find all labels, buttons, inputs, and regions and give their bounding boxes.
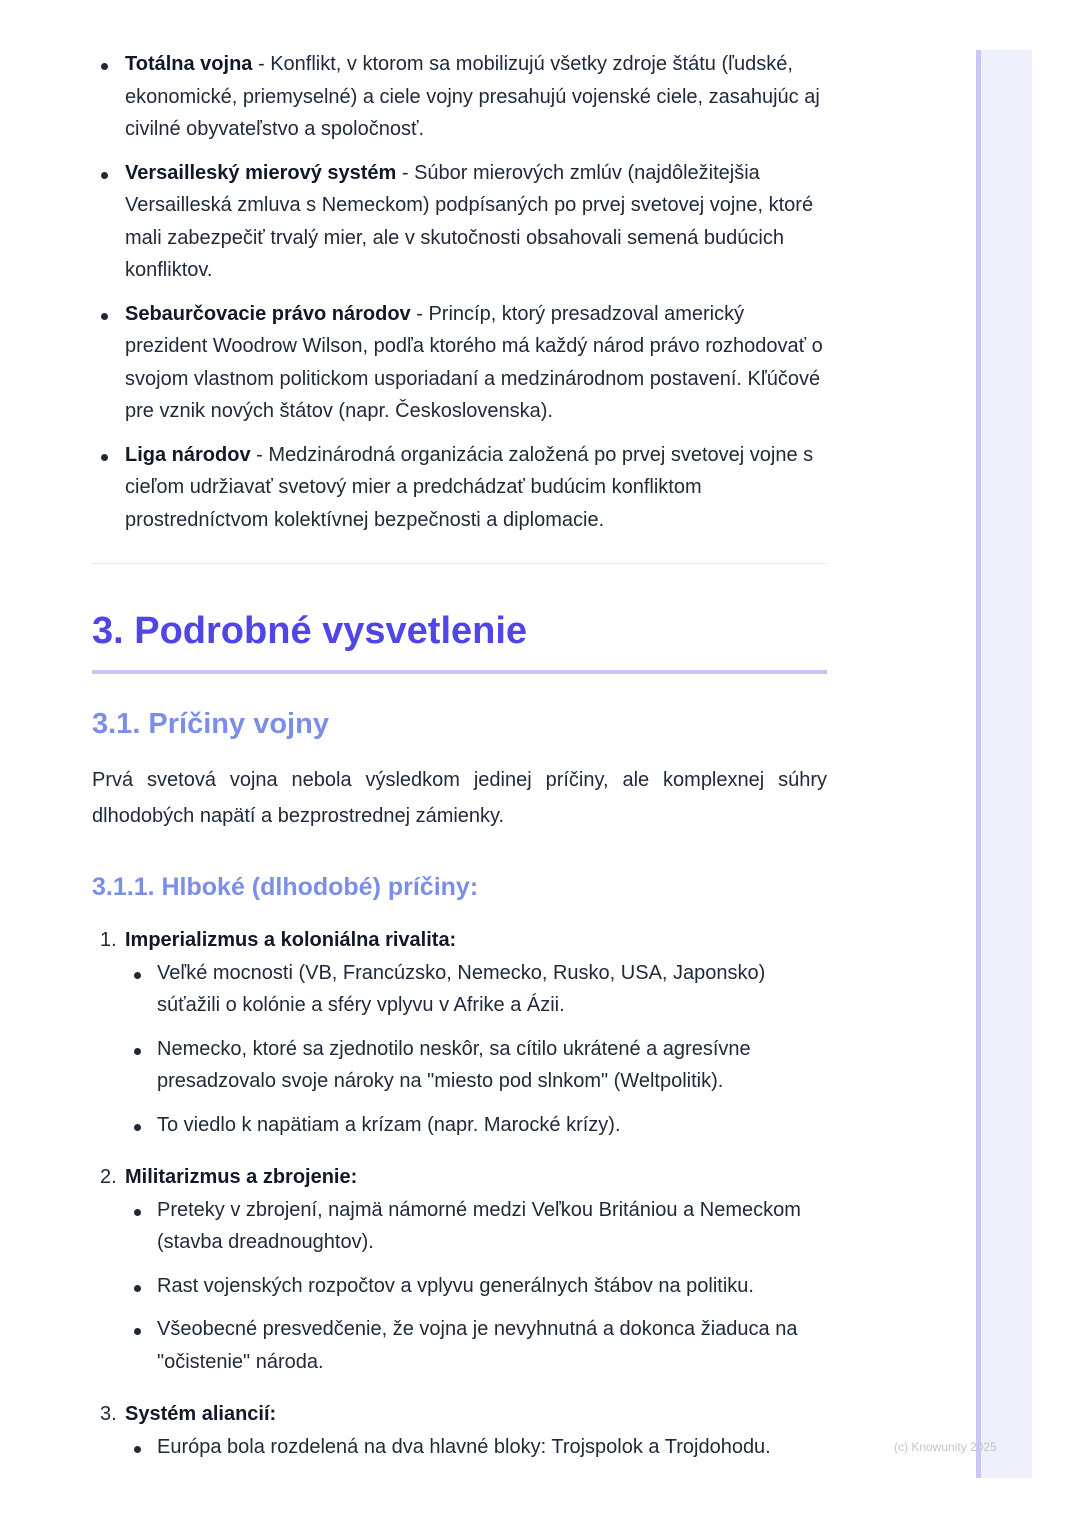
subsubsection-title: 3.1.1. Hlboké (dlhodobé) príčiny: bbox=[92, 873, 479, 901]
cause-number: 3. bbox=[100, 1403, 117, 1425]
term-list bbox=[92, 48, 827, 536]
cause-points bbox=[125, 1194, 827, 1379]
term-name: Totálna vojna bbox=[125, 53, 253, 75]
cause-item bbox=[92, 1161, 827, 1378]
cause-point: Preteky v zbrojení, najmä námorné medzi Veľkou Britániou a Nemeckom (stavba dreadnoughtov). bbox=[125, 1194, 827, 1259]
cause-point: Veľké mocnosti (VB, Francúzsko, Nemecko, Rusko, USA, Japonsko) súťažili o kolónie a sféry vplyvu v Afrike a Ázii. bbox=[125, 957, 827, 1022]
cause-points bbox=[125, 1431, 827, 1464]
term-name: Versailleský mierový systém bbox=[125, 161, 397, 184]
watermark: (c) Knowunity 2025 bbox=[894, 1440, 997, 1454]
cause-point: Nemecko, ktoré sa zjednotilo neskôr, sa cítilo ukrátené a agresívne presadzovalo svoje nároky na "miesto pod slnkom" (Weltpolitik). bbox=[125, 1033, 827, 1098]
term-definition: - Medzinárodná organizácia založená po prvej svetovej vojne s cieľom udržiavať svetový mier a predchádzať budúcim konfliktom prostredníctvom kolektívnej bezpečnosti a diplomacie. bbox=[125, 443, 814, 531]
cause-title: Systém aliancií: bbox=[125, 1403, 277, 1425]
term-item bbox=[92, 298, 827, 428]
cause-title: Imperializmus a koloniálna rivalita: bbox=[125, 929, 457, 951]
cause-item bbox=[92, 924, 827, 1141]
term-definition: - Súbor mierových zmlúv (najdôležitejšia Versailleská zmluva s Nemeckom) podpísaných po prvej svetovej vojne, ktoré mali zabezpečiť trvalý mier, ale v skutočnosti obsahovali semená budúcich konfliktov. bbox=[125, 161, 814, 281]
document-content bbox=[92, 48, 827, 1483]
section-title: 3. Podrobné vysvetlenie bbox=[92, 608, 827, 674]
side-panel bbox=[976, 50, 1032, 1478]
cause-point: Európa bola rozdelená na dva hlavné bloky: Trojspolok a Trojdohodu. bbox=[125, 1431, 827, 1464]
term-definition: - Konflikt, v ktorom sa mobilizujú všetky zdroje štátu (ľudské, ekonomické, priemyselné) a ciele vojny presahujú vojenské ciele, zasahujúc aj civilné obyvateľstvo a spoločnosť. bbox=[125, 53, 820, 140]
term-item bbox=[92, 48, 827, 146]
cause-point: Rast vojenských rozpočtov a vplyvu generálnych štábov na politiku. bbox=[125, 1270, 827, 1303]
intro-paragraph: Prvá svetová vojna nebola výsledkom jedinej príčiny, ale komplexnej súhry dlhodobých napätí a bezprostrednej zámienky. bbox=[92, 769, 827, 827]
term-item bbox=[92, 157, 827, 287]
term-definition: - Princíp, ktorý presadzoval americký prezident Woodrow Wilson, podľa ktorého má každý národ právo rozhodovať o svojom vlastnom politickom usporiadaní a medzinárodnom postavení. Kľúčové pre vznik nových štátov (napr. Československa). bbox=[125, 302, 823, 422]
cause-points bbox=[125, 957, 827, 1142]
cause-number: 1. bbox=[100, 929, 117, 951]
cause-point: To viedlo k napätiam a krízam (napr. Marocké krízy). bbox=[125, 1109, 827, 1142]
subsection-title: 3.1. Príčiny vojny bbox=[92, 708, 329, 740]
cause-title: Militarizmus a zbrojenie: bbox=[125, 1166, 358, 1188]
term-item bbox=[92, 439, 827, 537]
cause-item bbox=[92, 1398, 827, 1463]
causes-list bbox=[92, 924, 827, 1463]
section-divider bbox=[92, 563, 827, 564]
cause-number: 2. bbox=[100, 1166, 117, 1188]
term-name: Sebaurčovacie právo národov bbox=[125, 302, 411, 325]
cause-point: Všeobecné presvedčenie, že vojna je nevyhnutná a dokonca žiaduca na "očistenie" národa. bbox=[125, 1313, 827, 1378]
term-name: Liga národov bbox=[125, 443, 251, 466]
